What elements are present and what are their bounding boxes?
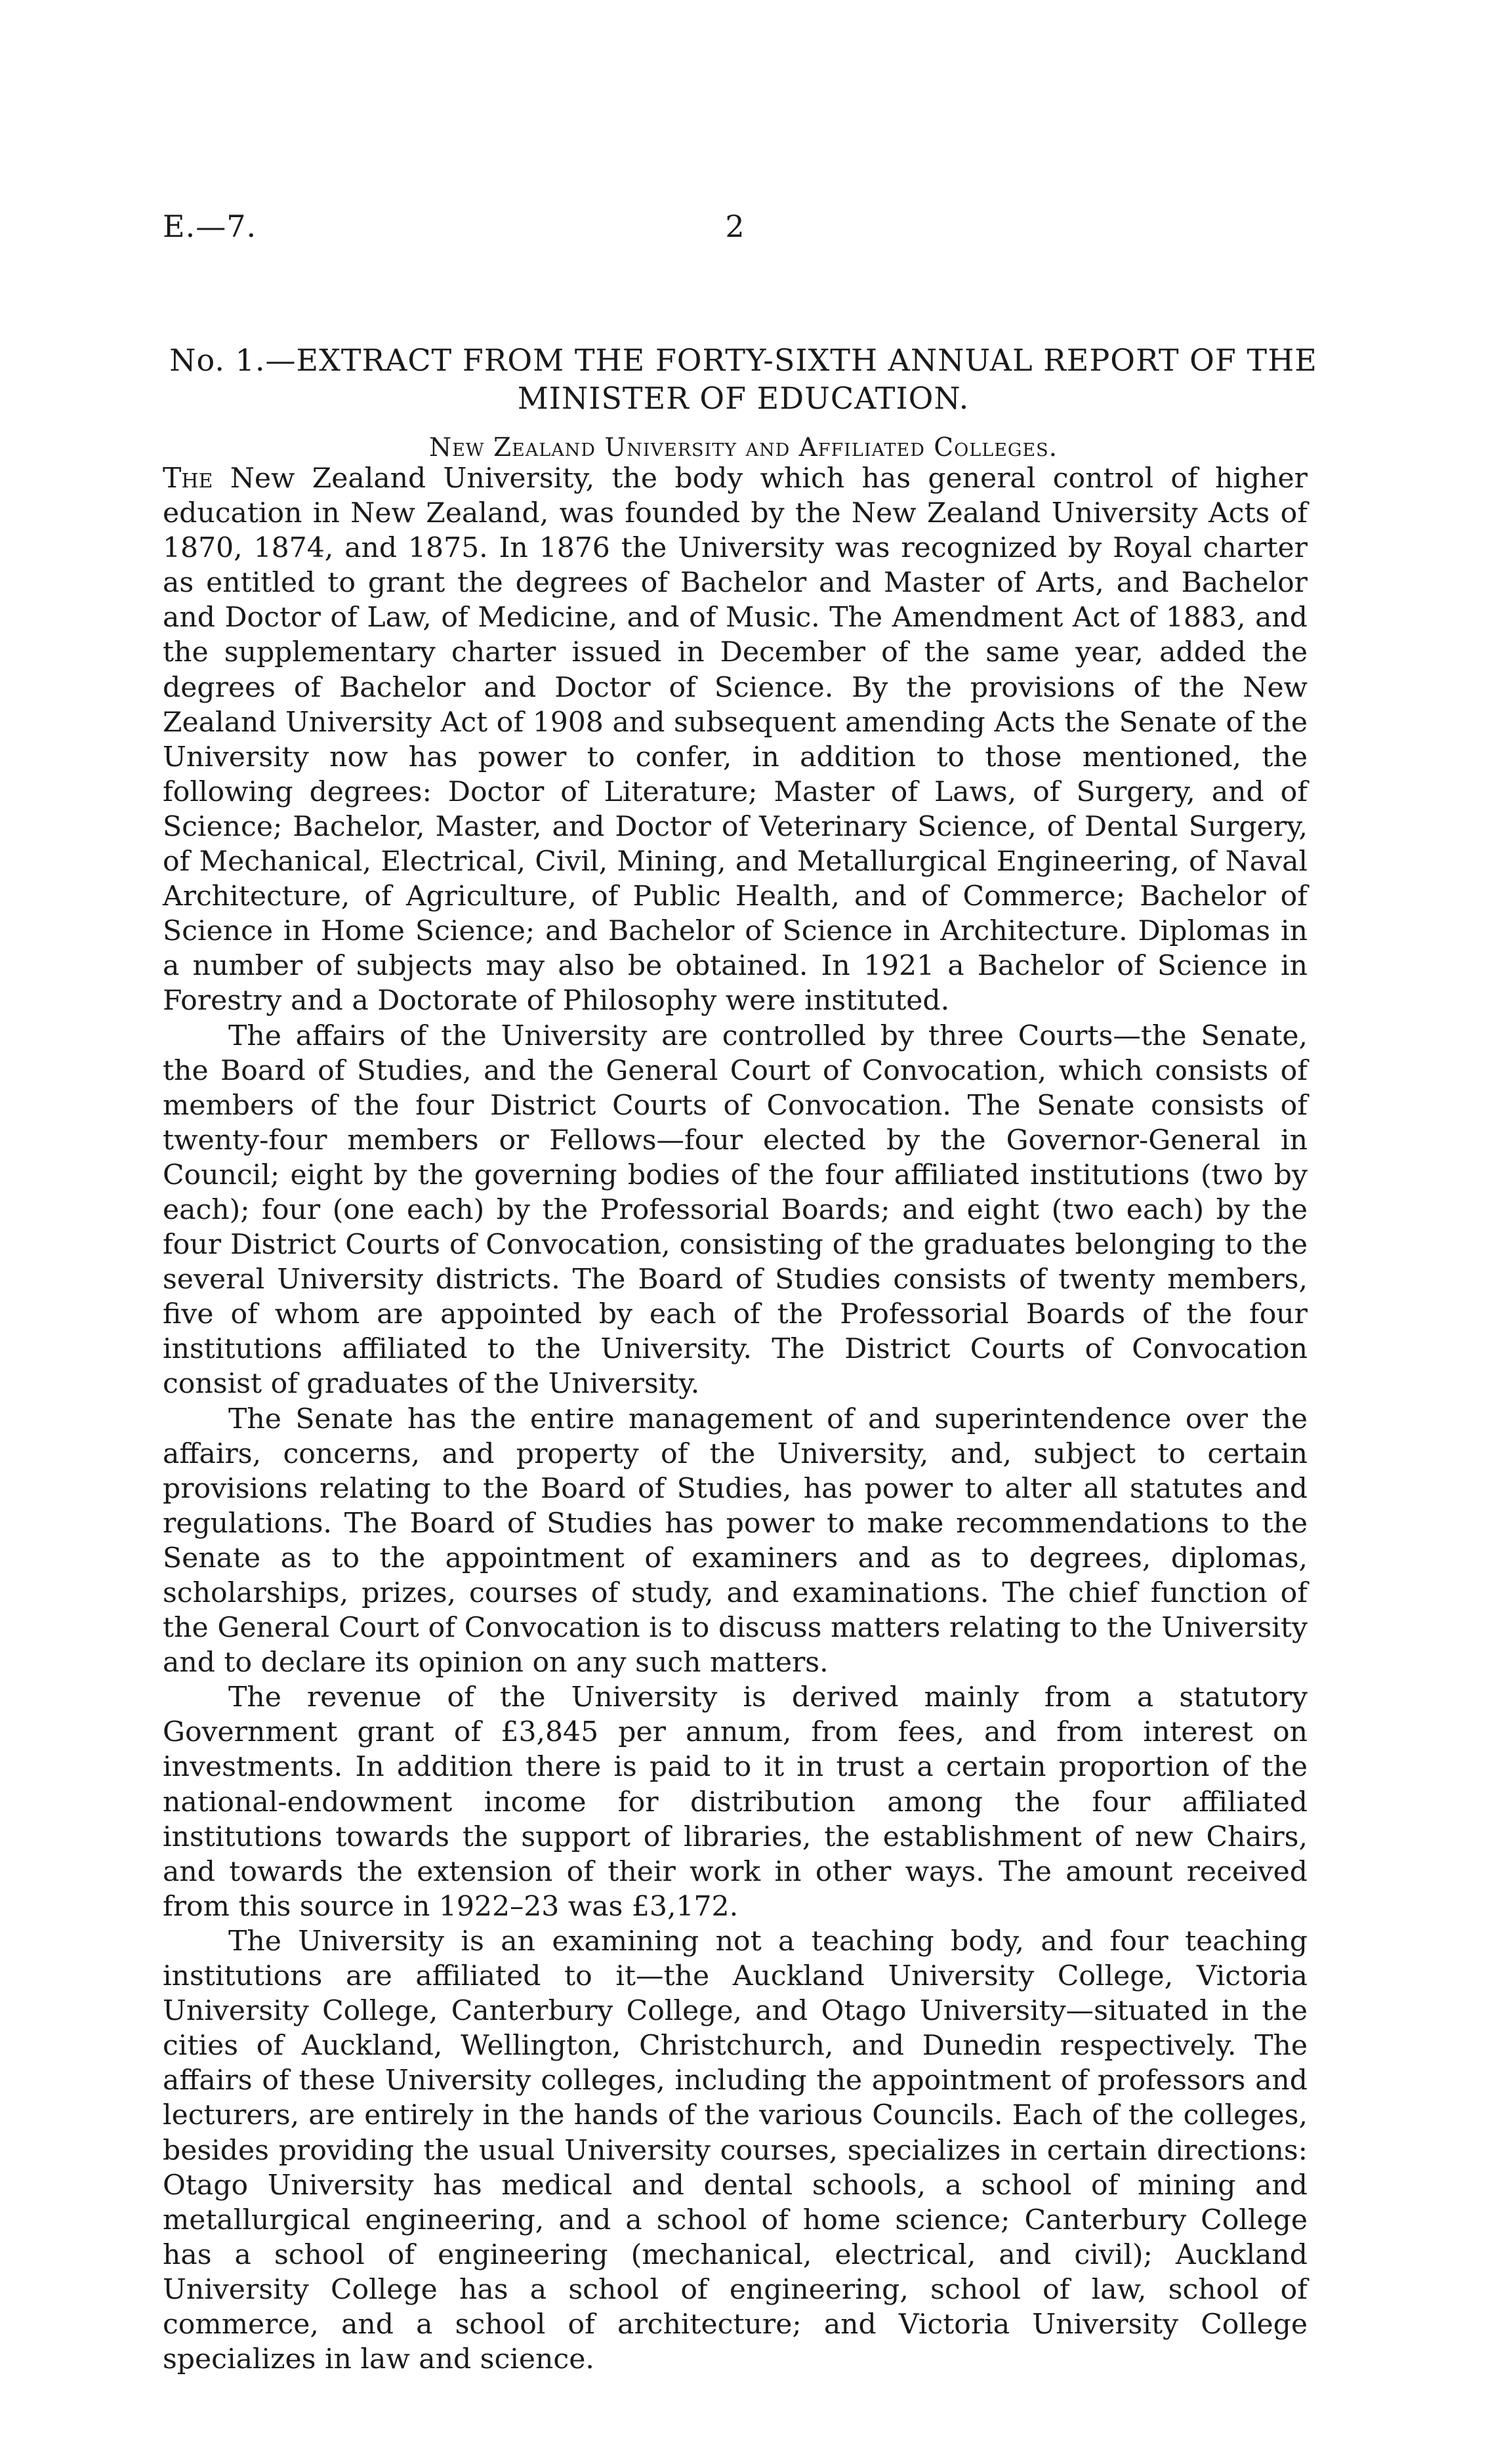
document-reference: E.—7. (163, 209, 257, 244)
paragraph-1 (163, 461, 1308, 1019)
report-title-line-2: MINISTER OF EDUCATION. (517, 380, 970, 416)
section-heading: New Zealand University and Affiliated Colleges. (428, 433, 1058, 462)
paragraph-4: The revenue of the University is derived mainly from a statutory Government grant of £3,845 per annum, from fees, and from interest on investments. In addition there is paid to it in trust a certain proportion of the national-endowment income for distribution among the four affiliated institutions towards the support of libraries, the establishment of new Chairs, and towards the extension of their work in other ways. The amount received from this source in 1922–23 was £3,172. (163, 1681, 1308, 1923)
paragraph-1-text: New Zealand University, the body which has general control of higher education in New Zealand, was founded by the New Zealand University Acts of 1870, 1874, and 1875. In 1876 the University was recognized by Royal charter as entitled to grant the degrees of Bachelor and Master of Arts, and Bachelor and Doctor of Law, of Medicine, and of Music. The Amendment Act of 1883, and the supplementary charter issued in December of the same year, added the degrees of Bachelor and Doctor of Science. By the provisions of the New Zealand University Act of 1908 and subsequent amending Acts the Senate of the University now has power to confer, in addition to those mentioned, the following degrees: Doctor of Literature; Master of Laws, of Surgery, and of Science; Bachelor, Master, and Doctor of Veterinary Science, of Dental Surgery, of Mechanical, Electrical, Civil, Mining, and Metallurgical Engineering, of Naval Architecture, of Agriculture, of Public Health, and of Commerce; Bachelor of Science in Home Science; and Bachelor of Science in Architecture. Diplomas in a number of subjects may also be obtained. In 1921 a Bachelor of Science in Forestry and a Doctorate of Philosophy were instituted. (163, 462, 1308, 1017)
paragraph-3: The Senate has the entire management of and superintendence over the affairs, concerns, and property of the University, and, subject to certain provisions relating to the Board of Studies, has power to alter all statutes and regulations. The Board of Studies has power to make recommendations to the Senate as to the appointment of examiners and as to degrees, diplomas, scholarships, prizes, courses of study, and examinations. The chief function of the General Court of Convocation is to discuss matters relating to the University and to declare its opinion on any such matters. (163, 1403, 1308, 1679)
report-title-line-1: No. 1.—EXTRACT FROM THE FORTY-SIXTH ANNUAL REPORT OF THE (169, 342, 1317, 378)
page-number: 2 (725, 209, 745, 244)
body-text (163, 461, 1308, 2377)
report-title (163, 341, 1324, 417)
paragraph-2: The affairs of the University are controlled by three Courts—the Senate, the Board of Studies, and the General Court of Convocation, which consists of members of the four District Courts of Convocation. The Senate consists of twenty-four members or Fellows—four elected by the Governor-General in Council; eight by the governing bodies of the four affiliated institutions (two by each); four (one each) by the Professorial Boards; and eight (two each) by the four District Courts of Convocation, consisting of the graduates belonging to the several University districts. The Board of Studies consists of twenty members, five of whom are appointed by each of the Professorial Boards of the four institutions affiliated to the University. The District Courts of Convocation consist of graduates of the University. (163, 1019, 1308, 1401)
paragraph-5: The University is an examining not a teaching body, and four teaching institutions are affiliated to it—the Auckland University College, Victoria University College, Canterbury College, and Otago University—situated in the cities of Auckland, Wellington, Christchurch, and Dunedin respectively. The affairs of these University colleges, including the appointment of professors and lecturers, are entirely in the hands of the various Councils. Each of the colleges, besides providing the usual University courses, specializes in certain directions: Otago University has medical and dental schools, a school of mining and metallurgical engineering, and a school of home science; Canterbury College has a school of engineering (mechanical, electrical, and civil); Auckland University College has a school of engineering, school of law, school of commerce, and a school of architecture; and Victoria University College specializes in law and science. (163, 1925, 1308, 2376)
paragraph-1-lead: The (163, 462, 213, 495)
